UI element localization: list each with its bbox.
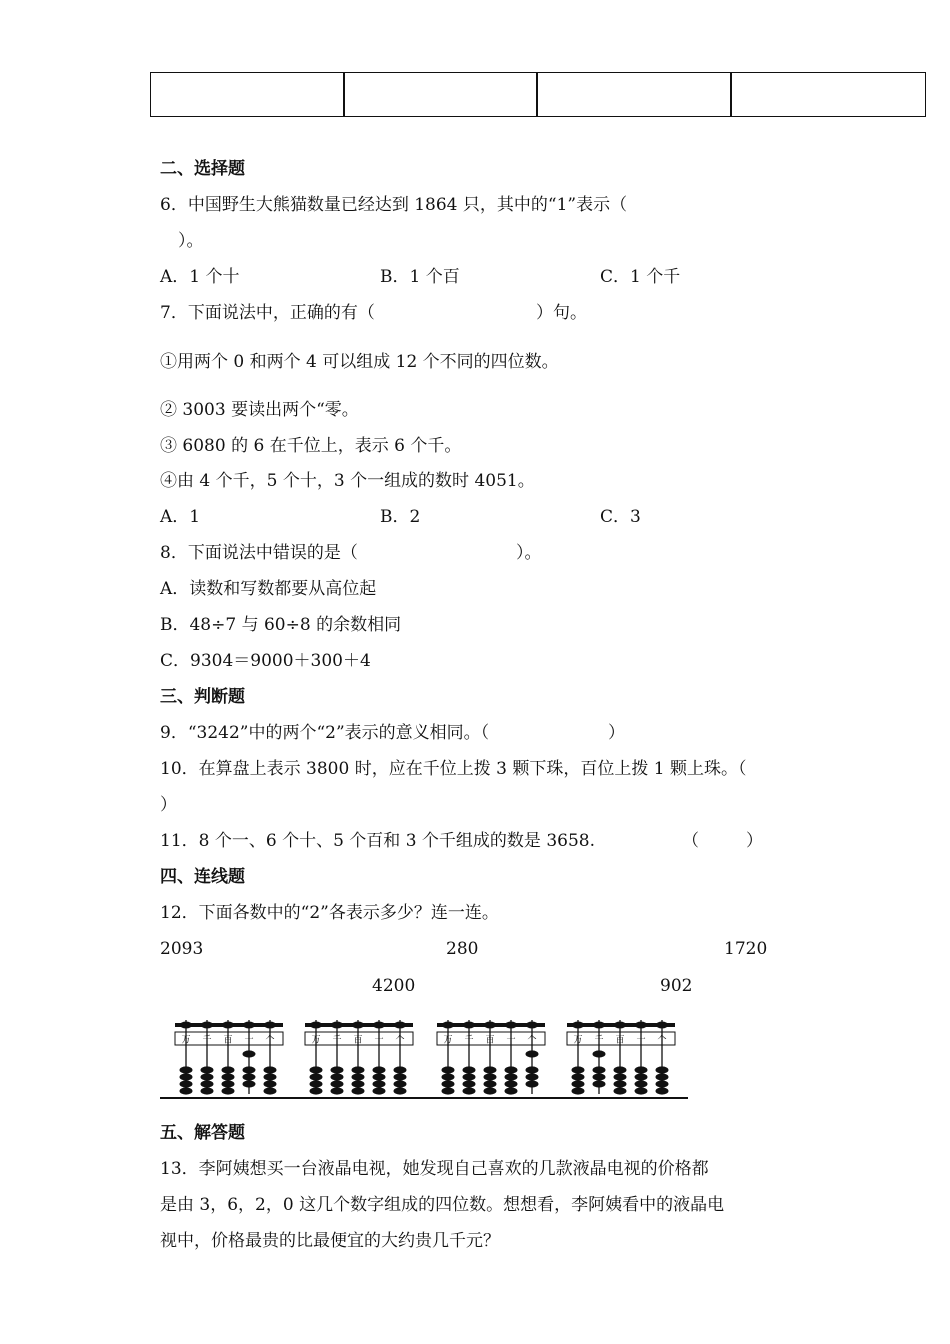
abacus-lower-bead bbox=[352, 1073, 365, 1080]
abacus-panel bbox=[437, 1020, 545, 1095]
abacus-upper-bead bbox=[264, 1022, 276, 1029]
q6-option-c: C．1 个千 bbox=[600, 267, 681, 287]
abacus-lower-bead bbox=[593, 1066, 606, 1073]
q9-end: ） bbox=[608, 723, 625, 743]
abacus-lower-bead bbox=[331, 1066, 344, 1073]
abacus-lower-bead bbox=[201, 1087, 214, 1094]
abacus-lower-bead bbox=[526, 1080, 539, 1087]
abacus-upper-bead bbox=[331, 1022, 343, 1029]
abacus-place-label: 千 bbox=[332, 1035, 342, 1046]
abacus-lower-bead bbox=[243, 1050, 256, 1057]
abacus-lower-bead bbox=[331, 1073, 344, 1080]
abacus-place-label: 百 bbox=[485, 1035, 495, 1046]
abacus-upper-bead bbox=[373, 1022, 385, 1029]
abacus-place-label: 十 bbox=[506, 1035, 516, 1046]
abacus-lower-bead bbox=[373, 1066, 386, 1073]
q6-line2: ）。 bbox=[178, 231, 204, 251]
abacus-lower-bead bbox=[373, 1080, 386, 1087]
abacus-upper-bead bbox=[201, 1022, 213, 1029]
abacus-place-label: 千 bbox=[594, 1035, 604, 1046]
q12-stem: 12．下面各数中的“2”各表示多少？连一连。 bbox=[160, 903, 499, 923]
q8-stem: 8．下面说法中错误的是（ bbox=[160, 543, 358, 563]
abacus-upper-bead bbox=[614, 1022, 626, 1029]
abacus-upper-bead bbox=[593, 1022, 605, 1029]
q12-number-902: 902 bbox=[660, 976, 693, 996]
abacus-upper-bead bbox=[484, 1022, 496, 1029]
q8-option-a: A．读数和写数都要从高位起 bbox=[160, 579, 377, 599]
q12-number-280: 280 bbox=[446, 939, 479, 959]
abacus-lower-bead bbox=[635, 1080, 648, 1087]
abacus-upper-bead bbox=[572, 1022, 584, 1029]
q9-text: 9．“3242”中的两个“2”表示的意义相同。（ bbox=[160, 723, 490, 743]
abacus-place-label: 百 bbox=[615, 1035, 625, 1046]
abacus-lower-bead bbox=[180, 1087, 193, 1094]
abacus-lower-bead bbox=[656, 1080, 669, 1087]
abacus-lower-bead bbox=[201, 1073, 214, 1080]
q13-line2: 是由 3，6，2，0 这几个数字组成的四位数。想想看，李阿姨看中的液晶电 bbox=[160, 1195, 725, 1215]
abacus-lower-bead bbox=[442, 1080, 455, 1087]
abacus-lower-bead bbox=[264, 1080, 277, 1087]
abacus-lower-bead bbox=[352, 1087, 365, 1094]
abacus-lower-bead bbox=[310, 1066, 323, 1073]
abacus-lower-bead bbox=[635, 1073, 648, 1080]
q7-option-a: A．1 bbox=[160, 507, 201, 527]
abacus-upper-bead bbox=[635, 1022, 647, 1029]
abacus-lower-bead bbox=[222, 1073, 235, 1080]
q6-option-b: B．1 个百 bbox=[380, 267, 460, 287]
abacus-lower-bead bbox=[505, 1087, 518, 1094]
abacus-place-label: 个 bbox=[265, 1035, 275, 1046]
abacus-lower-bead bbox=[593, 1050, 606, 1057]
q8-option-c: C．9304＝9000＋300＋4 bbox=[160, 651, 371, 671]
abacus-panel bbox=[567, 1020, 675, 1095]
table-cell bbox=[730, 72, 926, 117]
abacus-lower-bead bbox=[656, 1087, 669, 1094]
section-title-answer: 五、解答题 bbox=[160, 1123, 245, 1143]
abacus-lower-bead bbox=[484, 1073, 497, 1080]
abacus-lower-bead bbox=[572, 1080, 585, 1087]
abacus-place-label: 万 bbox=[573, 1035, 583, 1046]
abacus-place-label: 个 bbox=[657, 1035, 667, 1046]
abacus-lower-bead bbox=[222, 1066, 235, 1073]
abacus-lower-bead bbox=[180, 1066, 193, 1073]
abacus-lower-bead bbox=[180, 1073, 193, 1080]
q6-line1: 6．中国野生大熊猫数量已经达到 1864 只，其中的“1”表示（ bbox=[160, 195, 628, 215]
abacus-upper-bead bbox=[656, 1022, 668, 1029]
abacus-lower-bead bbox=[352, 1080, 365, 1087]
abacus-lower-bead bbox=[614, 1080, 627, 1087]
q11-paren-close: ） bbox=[746, 831, 763, 851]
abacus-lower-bead bbox=[222, 1087, 235, 1094]
q10-text: 10．在算盘上表示 3800 时，应在千位上拨 3 颗下珠，百位上拨 1 颗上珠。（ bbox=[160, 759, 747, 779]
q7-option-c: C．3 bbox=[600, 507, 641, 527]
abacus-lower-bead bbox=[442, 1066, 455, 1073]
abacus-place-label: 十 bbox=[244, 1035, 254, 1046]
q7-stem-end: ）句。 bbox=[536, 303, 587, 323]
abacus-lower-bead bbox=[264, 1087, 277, 1094]
abacus-place-label: 个 bbox=[527, 1035, 537, 1046]
abacus-lower-bead bbox=[201, 1080, 214, 1087]
abacus-lower-bead bbox=[614, 1066, 627, 1073]
abacus-lower-bead bbox=[394, 1080, 407, 1087]
abacus-lower-bead bbox=[635, 1066, 648, 1073]
q13-line3: 视中，价格最贵的比最便宜的大约贵几千元？ bbox=[160, 1231, 500, 1251]
abacus-place-label: 万 bbox=[181, 1035, 191, 1046]
abacus-lower-bead bbox=[180, 1080, 193, 1087]
abacus-lower-bead bbox=[463, 1066, 476, 1073]
abacus-lower-bead bbox=[243, 1073, 256, 1080]
q10-end: ） bbox=[160, 795, 177, 815]
abacus-lower-bead bbox=[635, 1087, 648, 1094]
abacus-place-label: 万 bbox=[311, 1035, 321, 1046]
abacus-lower-bead bbox=[484, 1087, 497, 1094]
abacus-lower-bead bbox=[331, 1080, 344, 1087]
abacus-lower-bead bbox=[373, 1087, 386, 1094]
abacus-lower-bead bbox=[310, 1087, 323, 1094]
abacus-lower-bead bbox=[222, 1080, 235, 1087]
abacus-upper-bead bbox=[180, 1022, 192, 1029]
abacus-upper-bead bbox=[394, 1022, 406, 1029]
abacus-upper-bead bbox=[222, 1022, 234, 1029]
abacus-place-label: 百 bbox=[353, 1035, 363, 1046]
abacus-lower-bead bbox=[442, 1073, 455, 1080]
abacus-lower-bead bbox=[310, 1080, 323, 1087]
abacus-lower-bead bbox=[593, 1073, 606, 1080]
abacus-upper-bead bbox=[526, 1022, 538, 1029]
abacus-lower-bead bbox=[394, 1087, 407, 1094]
abacus-lower-bead bbox=[352, 1066, 365, 1073]
abacus-lower-bead bbox=[243, 1080, 256, 1087]
q12-number-2093: 2093 bbox=[160, 939, 204, 959]
abacus-lower-bead bbox=[310, 1073, 323, 1080]
table-cell bbox=[150, 72, 345, 117]
q6-option-a: A．1 个十 bbox=[160, 267, 240, 287]
abacus-lower-bead bbox=[656, 1073, 669, 1080]
q13-line1: 13．李阿姨想买一台液晶电视，她发现自己喜欢的几款液晶电视的价格都 bbox=[160, 1159, 709, 1179]
q8-stem-end: ）。 bbox=[516, 543, 542, 563]
abacus-lower-bead bbox=[526, 1066, 539, 1073]
abacus-lower-bead bbox=[373, 1073, 386, 1080]
q7-option-b: B．2 bbox=[380, 507, 421, 527]
abacus-lower-bead bbox=[526, 1073, 539, 1080]
abacus-lower-bead bbox=[394, 1073, 407, 1080]
abacus-place-label: 千 bbox=[464, 1035, 474, 1046]
abacus-lower-bead bbox=[572, 1073, 585, 1080]
q7-statement-2: ② 3003 要读出两个“零。 bbox=[160, 400, 359, 420]
abacus-lower-bead bbox=[243, 1066, 256, 1073]
q8-option-b: B．48÷7 与 60÷8 的余数相同 bbox=[160, 615, 402, 635]
abacus-upper-bead bbox=[442, 1022, 454, 1029]
abacus-lower-bead bbox=[463, 1080, 476, 1087]
abacus-lower-bead bbox=[201, 1066, 214, 1073]
table-cell bbox=[343, 72, 538, 117]
abacus-lower-bead bbox=[614, 1073, 627, 1080]
section-title-match: 四、连线题 bbox=[160, 867, 245, 887]
q7-statement-1: ①用两个 0 和两个 4 可以组成 12 个不同的四位数。 bbox=[160, 352, 559, 372]
abacus-place-label: 万 bbox=[443, 1035, 453, 1046]
abacus-place-label: 十 bbox=[374, 1035, 384, 1046]
abacus-lower-bead bbox=[331, 1087, 344, 1094]
abacus-lower-bead bbox=[264, 1073, 277, 1080]
abacus-lower-bead bbox=[484, 1066, 497, 1073]
abacus-lower-bead bbox=[614, 1087, 627, 1094]
section-title-choice: 二、选择题 bbox=[160, 159, 245, 179]
abacus-place-label: 个 bbox=[395, 1035, 405, 1046]
abacus-lower-bead bbox=[593, 1080, 606, 1087]
q11-text: 11．8 个一、6 个十、5 个百和 3 个千组成的数是 3658. bbox=[160, 831, 595, 851]
abacus-place-label: 百 bbox=[223, 1035, 233, 1046]
abacus-lower-bead bbox=[264, 1066, 277, 1073]
q11-paren-open: （ bbox=[682, 831, 699, 851]
abacus-lower-bead bbox=[656, 1066, 669, 1073]
abacus-lower-bead bbox=[505, 1073, 518, 1080]
abacus-lower-bead bbox=[442, 1087, 455, 1094]
q12-number-4200: 4200 bbox=[372, 976, 416, 996]
abacus-place-label: 千 bbox=[202, 1035, 212, 1046]
abacus-lower-bead bbox=[394, 1066, 407, 1073]
q7-statement-4: ④由 4 个千，5 个十，3 个一组成的数时 4051。 bbox=[160, 471, 535, 491]
abacus-lower-bead bbox=[463, 1073, 476, 1080]
abacus-lower-bead bbox=[484, 1080, 497, 1087]
abacus-lower-bead bbox=[526, 1050, 539, 1057]
abacus-figure bbox=[160, 1012, 690, 1102]
abacus-lower-bead bbox=[572, 1066, 585, 1073]
q7-stem: 7．下面说法中，正确的有（ bbox=[160, 303, 375, 323]
section-title-judge: 三、判断题 bbox=[160, 687, 245, 707]
abacus-panel bbox=[305, 1020, 413, 1095]
abacus-lower-bead bbox=[505, 1080, 518, 1087]
abacus-upper-bead bbox=[463, 1022, 475, 1029]
abacus-upper-bead bbox=[243, 1022, 255, 1029]
abacus-lower-bead bbox=[463, 1087, 476, 1094]
q7-statement-3: ③ 6080 的 6 在千位上，表示 6 个千。 bbox=[160, 436, 462, 456]
abacus-upper-bead bbox=[505, 1022, 517, 1029]
table-cell bbox=[536, 72, 732, 117]
abacus-upper-bead bbox=[310, 1022, 322, 1029]
q12-number-1720: 1720 bbox=[724, 939, 768, 959]
abacus-place-label: 十 bbox=[636, 1035, 646, 1046]
abacus-lower-bead bbox=[505, 1066, 518, 1073]
abacus-upper-bead bbox=[352, 1022, 364, 1029]
abacus-panel bbox=[175, 1020, 283, 1095]
abacus-lower-bead bbox=[572, 1087, 585, 1094]
